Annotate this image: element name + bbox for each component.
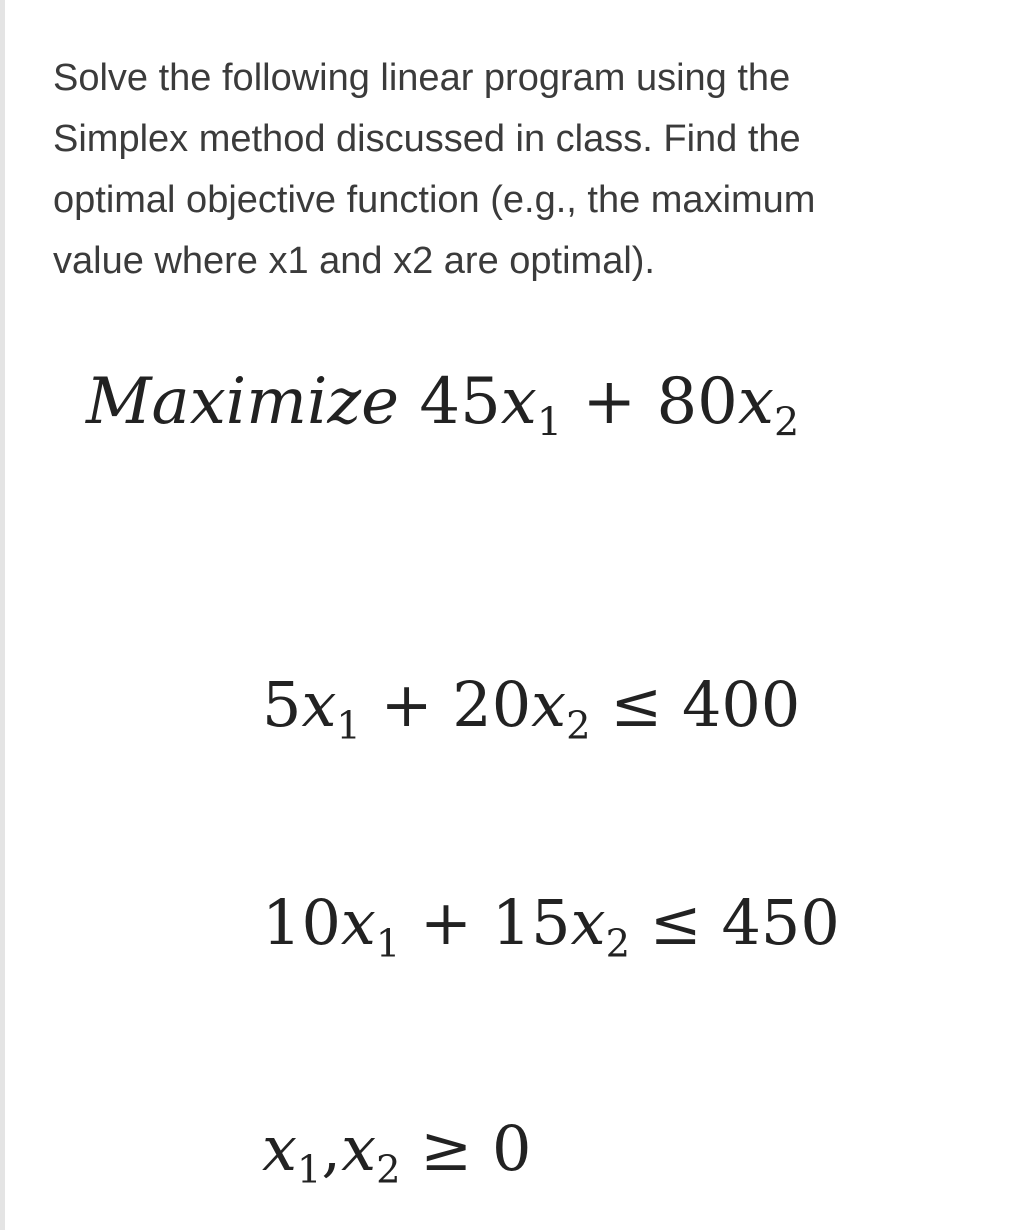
- objective-coef-1: 45: [419, 365, 501, 439]
- nonneg-sub-1: 1: [296, 1147, 322, 1193]
- left-border: [0, 0, 5, 1230]
- constraint-sub-1: 1: [375, 921, 401, 967]
- problem-line: Solve the following linear program using the: [53, 57, 791, 99]
- nonnegativity-constraint: [262, 1112, 532, 1193]
- nonneg-separator: ,: [321, 1112, 342, 1185]
- problem-statement: [53, 48, 953, 292]
- constraint-relation: ≤: [610, 668, 663, 741]
- constraint-sub-2: 2: [566, 703, 591, 749]
- constraint-coef-2: 15: [491, 886, 571, 959]
- constraint-2: [262, 886, 840, 967]
- constraint-relation: ≤: [649, 886, 702, 959]
- constraint-coef-1: 5: [262, 668, 302, 741]
- problem-line: value where x1 and x2 are optimal).: [53, 240, 655, 282]
- nonneg-sub-2: 2: [376, 1147, 401, 1193]
- constraint-sub-1: 1: [336, 703, 361, 749]
- nonneg-relation: ≥: [420, 1112, 473, 1185]
- constraint-var-2: x: [570, 886, 606, 959]
- nonneg-var-1: x: [262, 1112, 297, 1185]
- objective-coef-2: 80: [656, 365, 738, 439]
- objective-function: [86, 365, 800, 446]
- nonneg-var-2: x: [341, 1112, 377, 1185]
- objective-var-2: x: [737, 365, 774, 439]
- objective-sub-2: 2: [773, 399, 800, 446]
- constraint-operator: +: [420, 886, 472, 959]
- constraint-coef-1: 10: [262, 886, 341, 959]
- constraint-var-1: x: [340, 886, 376, 959]
- objective-sub-1: 1: [536, 399, 563, 446]
- constraint-var-1: x: [301, 668, 337, 741]
- constraint-var-2: x: [531, 668, 567, 741]
- objective-operator: +: [582, 365, 637, 439]
- constraint-rhs: 450: [721, 886, 840, 959]
- problem-line: Simplex method discussed in class. Find the: [53, 118, 801, 160]
- constraint-1: [262, 668, 801, 749]
- maximize-keyword: Maximize: [86, 365, 399, 439]
- constraint-rhs: 400: [681, 668, 801, 741]
- constraint-coef-2: 20: [452, 668, 532, 741]
- problem-line: optimal objective function (e.g., the maximum: [53, 179, 816, 221]
- constraint-sub-2: 2: [605, 921, 631, 967]
- constraint-operator: +: [380, 668, 433, 741]
- objective-var-1: x: [500, 365, 537, 439]
- nonneg-rhs: 0: [491, 1112, 532, 1185]
